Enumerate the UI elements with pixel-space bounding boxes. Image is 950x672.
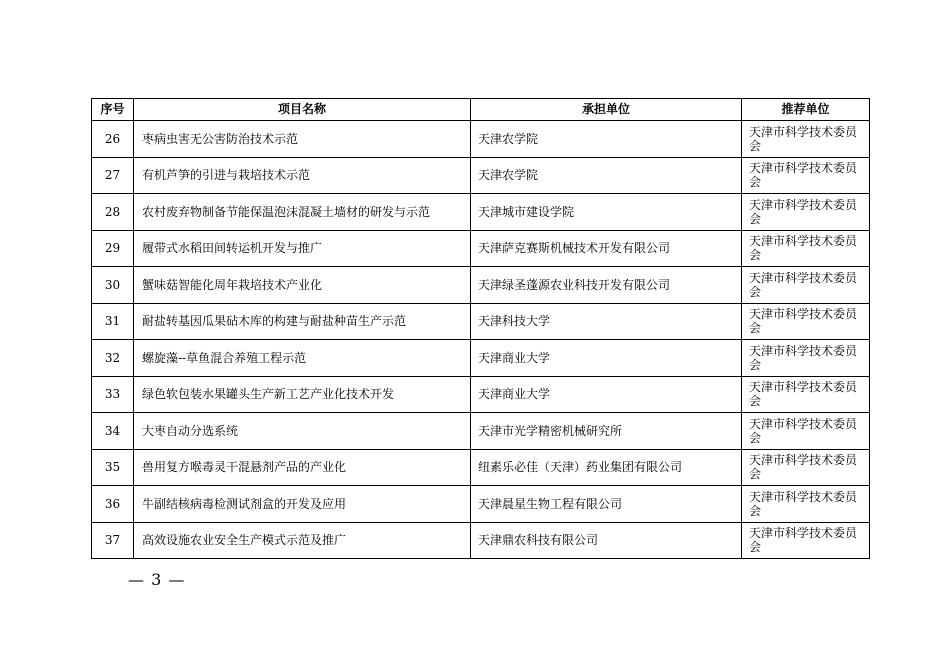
cell-recommender: 天津市科学技术委员会 xyxy=(742,376,870,413)
table-row xyxy=(92,157,870,194)
cell-organization: 天津商业大学 xyxy=(471,376,742,413)
cell-organization: 天津绿圣蓬源农业科技开发有限公司 xyxy=(471,267,742,304)
cell-recommender: 天津市科学技术委员会 xyxy=(742,194,870,231)
cell-no: 35 xyxy=(92,449,134,486)
cell-project-name: 大枣自动分选系统 xyxy=(134,413,471,450)
cell-no: 31 xyxy=(92,303,134,340)
table-row xyxy=(92,121,870,158)
cell-organization: 天津商业大学 xyxy=(471,340,742,377)
cell-project-name: 兽用复方喉毒灵干混悬剂产品的产业化 xyxy=(134,449,471,486)
cell-recommender: 天津市科学技术委员会 xyxy=(742,522,870,559)
cell-organization: 天津市光学精密机械研究所 xyxy=(471,413,742,450)
table-header-row xyxy=(92,99,870,121)
table-row xyxy=(92,449,870,486)
cell-no: 37 xyxy=(92,522,134,559)
table-row xyxy=(92,267,870,304)
table-row xyxy=(92,194,870,231)
cell-no: 30 xyxy=(92,267,134,304)
header-org: 承担单位 xyxy=(471,99,742,121)
cell-project-name: 枣病虫害无公害防治技术示范 xyxy=(134,121,471,158)
table-row xyxy=(92,522,870,559)
table-row xyxy=(92,230,870,267)
cell-no: 26 xyxy=(92,121,134,158)
table-row xyxy=(92,303,870,340)
cell-organization: 纽素乐必佳（天津）药业集团有限公司 xyxy=(471,449,742,486)
cell-no: 34 xyxy=(92,413,134,450)
cell-organization: 天津鼎农科技有限公司 xyxy=(471,522,742,559)
cell-no: 32 xyxy=(92,340,134,377)
cell-recommender: 天津市科学技术委员会 xyxy=(742,267,870,304)
cell-no: 29 xyxy=(92,230,134,267)
cell-project-name: 螺旋藻--草鱼混合养殖工程示范 xyxy=(134,340,471,377)
cell-project-name: 牛副结核病毒检测试剂盒的开发及应用 xyxy=(134,486,471,523)
table-row xyxy=(92,376,870,413)
table-row xyxy=(92,413,870,450)
cell-recommender: 天津市科学技术委员会 xyxy=(742,230,870,267)
project-table xyxy=(91,98,870,559)
table-row xyxy=(92,486,870,523)
cell-project-name: 绿色软包装水果罐头生产新工艺产业化技术开发 xyxy=(134,376,471,413)
header-no: 序号 xyxy=(92,99,134,121)
cell-recommender: 天津市科学技术委员会 xyxy=(742,121,870,158)
header-name: 项目名称 xyxy=(134,99,471,121)
cell-organization: 天津城市建设学院 xyxy=(471,194,742,231)
cell-organization: 天津农学院 xyxy=(471,121,742,158)
header-rec: 推荐单位 xyxy=(742,99,870,121)
cell-recommender: 天津市科学技术委员会 xyxy=(742,413,870,450)
cell-project-name: 高效设施农业安全生产模式示范及推广 xyxy=(134,522,471,559)
cell-organization: 天津农学院 xyxy=(471,157,742,194)
cell-recommender: 天津市科学技术委员会 xyxy=(742,157,870,194)
cell-no: 33 xyxy=(92,376,134,413)
table-row xyxy=(92,340,870,377)
cell-recommender: 天津市科学技术委员会 xyxy=(742,486,870,523)
cell-project-name: 履带式水稻田间转运机开发与推广 xyxy=(134,230,471,267)
cell-project-name: 有机芦笋的引进与栽培技术示范 xyxy=(134,157,471,194)
cell-recommender: 天津市科学技术委员会 xyxy=(742,449,870,486)
cell-no: 36 xyxy=(92,486,134,523)
cell-organization: 天津晨星生物工程有限公司 xyxy=(471,486,742,523)
page-number: — 3 — xyxy=(128,570,186,589)
cell-project-name: 农村废弃物制备节能保温泡沫混凝土墙材的研发与示范 xyxy=(134,194,471,231)
cell-organization: 天津科技大学 xyxy=(471,303,742,340)
cell-no: 27 xyxy=(92,157,134,194)
table-body xyxy=(92,121,870,559)
cell-recommender: 天津市科学技术委员会 xyxy=(742,303,870,340)
cell-project-name: 耐盐转基因瓜果砧木库的构建与耐盐种苗生产示范 xyxy=(134,303,471,340)
cell-no: 28 xyxy=(92,194,134,231)
cell-project-name: 蟹味菇智能化周年栽培技术产业化 xyxy=(134,267,471,304)
cell-recommender: 天津市科学技术委员会 xyxy=(742,340,870,377)
cell-organization: 天津萨克赛斯机械技术开发有限公司 xyxy=(471,230,742,267)
